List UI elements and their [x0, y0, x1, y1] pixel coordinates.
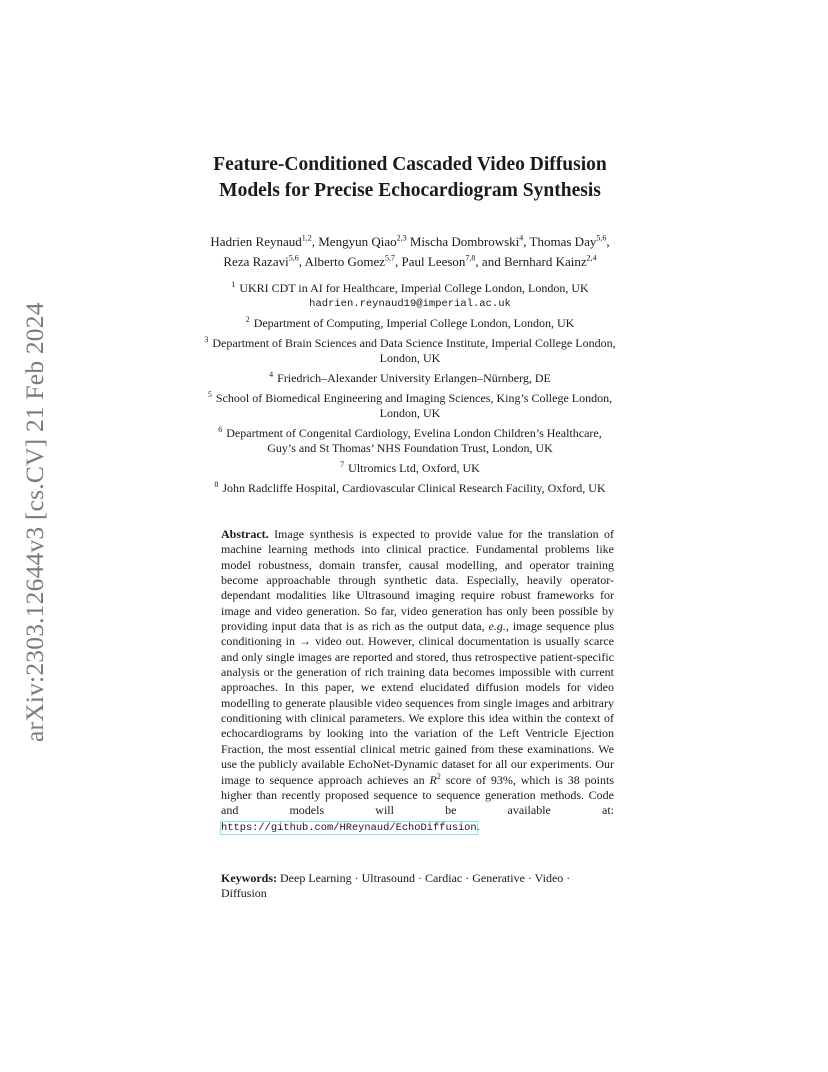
- author-name: Hadrien Reynaud: [210, 234, 302, 249]
- affiliation-4: $^4$ Friedrich–Alexander University Erlangen–Nürnberg, DE: [269, 369, 551, 385]
- author-name: Reza Razavi: [223, 254, 289, 269]
- author-email: hadrien.reynaud19@imperial.ac.uk: [309, 297, 511, 310]
- author-line-2: Reza Razavi$^{5,6}$, Alberto Gomez$^{5,7}$, Paul Leeson$^{7,8}$, and Bernhard Kainz$^{2,4}$: [223, 253, 597, 269]
- keywords-text: Deep Learning · Ultrasound · Cardiac · Generative · Video · Diffusion: [221, 871, 571, 901]
- author-affiliation-mark: 5,7: [385, 253, 396, 263]
- author-affiliation-mark: 1,2: [301, 233, 312, 243]
- abstract-eg: e.g.: [488, 619, 506, 634]
- r-squared-exponent: 2: [436, 771, 441, 781]
- affiliation-5-cont: London, UK: [379, 406, 441, 421]
- code-repository-link[interactable]: https://github.com/HReynaud/EchoDiffusion: [221, 821, 477, 834]
- affiliation-8: $^8$ John Radcliffe Hospital, Cardiovascular Clinical Research Facility, Oxford, UK: [214, 479, 606, 495]
- author-affiliation-mark: 2,4: [586, 253, 597, 263]
- affiliation-3-cont: London, UK: [379, 351, 441, 366]
- abstract-text-2: , image sequence plus conditioning in → video out. However, clinical documentation is usually scarce and only single images are reported and stored, thus retrospective patient-specific analysis or the generation of rich training data becomes impossible with current approaches. In this paper, we extend elucidated diffusion models for video modelling to generate plausible video sequences from single images and arbitrary conditioning with clinical parameters. We explore this idea within the context of echocardiograms by looking into the variation of the Left Ventricle Ejection Fraction, the most essential clinical metric gained from these examinations. We use the publicly available EchoNet-Dynamic dataset for all our experiments. Our image to sequence approach achieves an: [221, 619, 614, 787]
- affiliation-2: $^2$ Department of Computing, Imperial College London, London, UK: [245, 315, 575, 331]
- abstract-text-1: Image synthesis is expected to provide value for the translation of machine learning methods into clinical practice. Fundamental problems like model robustness, domain transfer, causal modelling, and operator training become approachable through synthetic data. Especially, heavily operator-dependant modalities like Ultrasound imaging require robust frameworks for image and video generation. So far, video generation has only been possible by providing input data that is as rich as the output data,: [221, 527, 614, 634]
- author-line-1: Hadrien Reynaud$^{1,2}$, Mengyun Qiao$^{2,3}$ Mischa Dombrowski$^4$, Thomas Day$^{5,6}$,: [210, 233, 610, 249]
- abstract-label: Abstract.: [221, 527, 269, 541]
- author-name: Mischa Dombrowski: [409, 234, 520, 249]
- title-line-2: Models for Precise Echocardiogram Synthesis: [219, 180, 601, 201]
- author-name: Paul Leeson: [401, 254, 466, 269]
- author-affiliation-mark: 7,8: [465, 253, 476, 263]
- author-affiliation-mark: 5,6: [596, 233, 607, 243]
- abstract: Abstract. Image synthesis is expected to provide value for the translation of machine learning methods into clinical practice. Fundamental problems like model robustness, domain transfer, causal modelling, and operator training become approachable through synthetic data. Especially, heavily operator-dependant modalities like Ultrasound imaging require robust frameworks for image and video generation. So far, video generation has only been possible by providing input data that is as rich as the output data, e.g., image sequence plus conditioning in → video out. However, clinical documentation is usually scarce and only single images are reported and stored, thus retrospective patient-specific analysis or the generation of rich training data becomes impossible with current approaches. In this paper, we extend elucidated diffusion models for video modelling to generate plausible video sequences from single images and arbitrary conditioning with clinical parameters. We explore this idea within the context of echocardiograms by looking into the variation of the Left Ventricle Ejection Fraction, the most essential clinical metric gained from these examinations. We use the publicly available EchoNet-Dynamic dataset for all our experiments. Our image to sequence approach achieves an $R^2$ score of 93%, which is 38 points higher than recently proposed sequence to sequence generation methods. Code and models will be available at: https://github.com/HReynaud/EchoDiffusion.: [221, 527, 615, 834]
- affiliation-6: $^6$ Department of Congenital Cardiology, Evelina London Children’s Healthcare,: [218, 424, 602, 440]
- author-list: [150, 232, 670, 272]
- arxiv-identifier-stamp: arXiv:2303.12644v3 [cs.CV] 21 Feb 2024: [20, 302, 49, 742]
- author-name: Mengyun Qiao: [318, 234, 397, 249]
- affiliation-1: $^1$ UKRI CDT in AI for Healthcare, Imperial College London, London, UK: [231, 280, 589, 295]
- author-affiliation-mark: 4: [519, 233, 524, 243]
- affiliation-list: [170, 277, 650, 496]
- affiliation-6-cont: Guy’s and St Thomas’ NHS Foundation Trust, London, UK: [267, 441, 553, 456]
- keywords: [221, 871, 614, 902]
- paper-title: [150, 152, 670, 204]
- author-name: Alberto Gomez: [304, 254, 386, 269]
- author-name: Thomas Day: [529, 234, 597, 249]
- affiliation-5: $^5$ School of Biomedical Engineering and Imaging Sciences, King’s College London,: [207, 389, 613, 405]
- abstract-text-3: score of 93%, which is 38 points higher than recently proposed sequence to sequence generation methods. Code and models will be available at:: [221, 772, 615, 818]
- r-squared-symbol: R: [429, 772, 437, 787]
- author-affiliation-mark: 2,3: [396, 233, 407, 243]
- author-affiliation-mark: 5,6: [288, 253, 299, 263]
- affiliation-7: $^7$ Ultromics Ltd, Oxford, UK: [340, 459, 480, 475]
- title-line-1: Feature-Conditioned Cascaded Video Diffusion: [213, 154, 607, 175]
- author-name: Bernhard Kainz: [503, 254, 587, 269]
- affiliation-3: $^3$ Department of Brain Sciences and Data Science Institute, Imperial College London,: [204, 334, 616, 350]
- keywords-label: Keywords:: [221, 871, 277, 885]
